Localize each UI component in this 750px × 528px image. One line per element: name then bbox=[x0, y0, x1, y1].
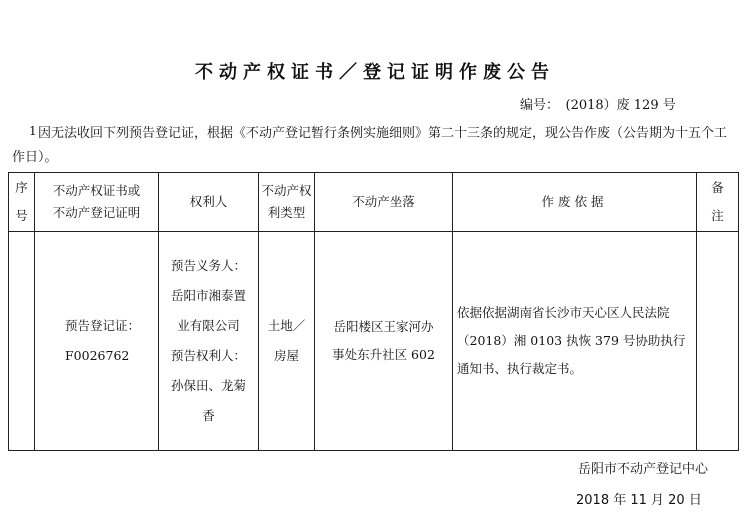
issuing-organization: 岳阳市不动产登记中心 bbox=[578, 462, 709, 477]
cell-right-type: 土地／ 房屋 bbox=[259, 232, 315, 451]
intro-paragraph: 因无法收回下列预告登记证，根据《不动产登记暂行条例实施细则》第二十三条的规定，现公告作废（公告期为十五个工作日）。 bbox=[12, 126, 728, 165]
cell-location: 岳阳楼区王家河办 事处东升社区 602 bbox=[315, 232, 453, 451]
header-location: 不动产坐落 bbox=[315, 173, 453, 232]
header-remark: 备注 bbox=[697, 173, 739, 232]
document-number: 编号： (2018）废 129 号 bbox=[520, 98, 676, 113]
header-holder: 权利人 bbox=[159, 173, 259, 232]
notice-title: 不动产权证书／登记证明作废公告 bbox=[195, 62, 555, 83]
cell-basis: 依据依据湖南省长沙市天心区人民法院（2018）湘 0103 执恢 379 号协助执行通知书、执行裁定书。 bbox=[453, 232, 697, 451]
header-basis: 作废依据 bbox=[453, 173, 697, 232]
header-cert: 不动产权证书或 不动产登记证明 bbox=[35, 173, 159, 232]
cell-seq: 1 bbox=[9, 232, 35, 451]
cell-remark bbox=[697, 232, 739, 451]
table-row bbox=[9, 232, 739, 451]
table-header-row bbox=[9, 173, 739, 232]
header-right-type: 不动产权 利类型 bbox=[259, 173, 315, 232]
header-seq: 序号 bbox=[9, 173, 35, 232]
cell-cert: 预告登记证： F0026762 bbox=[35, 232, 159, 451]
issue-date: 2018 年 11 月 20 日 bbox=[576, 493, 702, 508]
cell-holder: 预告义务人： 岳阳市湘泰置 业有限公司 预告权利人： 孙保田、龙菊 香 bbox=[159, 232, 259, 451]
